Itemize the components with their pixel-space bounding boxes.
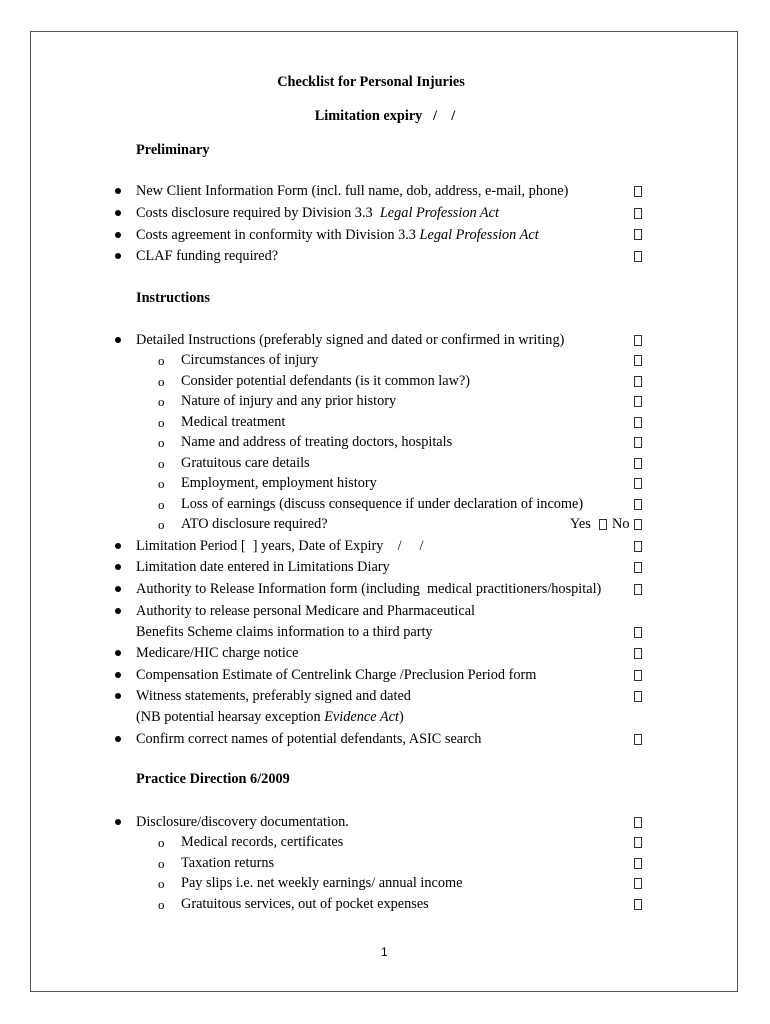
sub-bullet-icon: o <box>158 435 165 450</box>
checkbox[interactable] <box>634 878 642 889</box>
document-title: Checklist for Personal Injuries <box>277 74 465 90</box>
bullet-icon <box>115 253 121 259</box>
list-item: Confirm correct names of potential defendants, ASIC search <box>136 731 482 747</box>
list-item: Detailed Instructions (preferably signed and dated or confirmed in writing) <box>136 332 565 348</box>
bullet-icon <box>115 819 121 825</box>
sub-bullet-icon: o <box>158 856 165 871</box>
sub-bullet-icon: o <box>158 353 165 368</box>
checkbox[interactable] <box>634 437 642 448</box>
checkbox[interactable] <box>634 208 642 219</box>
no-label: No <box>612 516 630 532</box>
sub-bullet-icon: o <box>158 876 165 891</box>
sub-bullet-icon: o <box>158 517 165 532</box>
list-item-continuation: Benefits Scheme claims information to a third party <box>136 624 433 640</box>
sub-list-item: Name and address of treating doctors, hospitals <box>181 434 453 450</box>
list-item: Witness statements, preferably signed and dated <box>136 688 411 704</box>
list-item: Authority to Release Information form (including medical practitioners/hospital) <box>136 581 602 597</box>
checkbox[interactable] <box>634 627 642 638</box>
sub-bullet-icon: o <box>158 374 165 389</box>
checkbox[interactable] <box>634 355 642 366</box>
list-item: Authority to release personal Medicare and Pharmaceutical <box>136 603 476 619</box>
checkbox[interactable] <box>634 584 642 595</box>
bullet-icon <box>115 672 121 678</box>
list-item: Limitation date entered in Limitations Diary <box>136 559 390 575</box>
bullet-icon <box>115 693 121 699</box>
sub-list-item: Taxation returns <box>181 855 275 871</box>
checkbox[interactable] <box>634 458 642 469</box>
sub-list-item: Pay slips i.e. net weekly earnings/ annual income <box>181 875 463 891</box>
list-item: Medicare/HIC charge notice <box>136 645 299 661</box>
checkbox[interactable] <box>634 251 642 262</box>
sub-list-item: Loss of earnings (discuss consequence if under declaration of income) <box>181 496 584 512</box>
limitation-expiry-heading: Limitation expiry / / <box>314 108 456 124</box>
sub-list-item: Consider potential defendants (is it common law?) <box>181 373 471 389</box>
bullet-icon <box>115 543 121 549</box>
sub-list-item: Medical treatment <box>181 414 286 430</box>
checkbox[interactable] <box>634 478 642 489</box>
sub-list-item: ATO disclosure required? <box>181 516 328 532</box>
sub-list-item: Nature of injury and any prior history <box>181 393 397 409</box>
sub-bullet-icon: o <box>158 456 165 471</box>
checkbox[interactable] <box>634 648 642 659</box>
sub-bullet-icon: o <box>158 415 165 430</box>
sub-bullet-icon: o <box>158 394 165 409</box>
sub-bullet-icon: o <box>158 497 165 512</box>
list-item: Costs disclosure required by Division 3.3 Legal Profession Act <box>136 205 499 221</box>
bullet-icon <box>115 188 121 194</box>
sub-list-item: Gratuitous care details <box>181 455 310 471</box>
bullet-icon <box>115 232 121 238</box>
sub-bullet-icon: o <box>158 476 165 491</box>
list-item: Costs agreement in conformity with Division 3.3 Legal Profession Act <box>136 227 539 243</box>
bullet-icon <box>115 650 121 656</box>
sub-list-item: Gratuitous services, out of pocket expenses <box>181 896 429 912</box>
no-checkbox[interactable] <box>634 519 642 530</box>
yes-label: Yes <box>570 516 591 532</box>
sub-bullet-icon: o <box>158 835 165 850</box>
sub-bullet-icon: o <box>158 897 165 912</box>
list-item: Limitation Period [ ] years, Date of Expiry / / <box>136 538 424 554</box>
checkbox[interactable] <box>634 541 642 552</box>
list-item: New Client Information Form (incl. full name, dob, address, e-mail, phone) <box>136 183 569 199</box>
bullet-icon <box>115 586 121 592</box>
page-number: 1 <box>381 945 388 959</box>
checkbox[interactable] <box>634 417 642 428</box>
list-item: Compensation Estimate of Centrelink Charge /Preclusion Period form <box>136 667 537 683</box>
sub-list-item: Employment, employment history <box>181 475 377 491</box>
checkbox[interactable] <box>634 899 642 910</box>
checkbox[interactable] <box>634 734 642 745</box>
list-item-continuation: (NB potential hearsay exception Evidence Act) <box>136 709 404 725</box>
bullet-icon <box>115 608 121 614</box>
checkbox[interactable] <box>634 499 642 510</box>
checkbox[interactable] <box>634 670 642 681</box>
section-heading-practice-direction: Practice Direction 6/2009 <box>136 771 290 787</box>
bullet-icon <box>115 210 121 216</box>
checkbox[interactable] <box>634 817 642 828</box>
checkbox[interactable] <box>634 691 642 702</box>
sub-list-item: Medical records, certificates <box>181 834 344 850</box>
list-item: CLAF funding required? <box>136 248 279 264</box>
checkbox[interactable] <box>634 335 642 346</box>
checkbox[interactable] <box>634 562 642 573</box>
checkbox[interactable] <box>634 858 642 869</box>
checkbox[interactable] <box>634 186 642 197</box>
section-heading-instructions: Instructions <box>136 290 210 306</box>
bullet-icon <box>115 564 121 570</box>
bullet-icon <box>115 736 121 742</box>
bullet-icon <box>115 337 121 343</box>
section-heading-preliminary: Preliminary <box>136 142 210 158</box>
yes-checkbox[interactable] <box>599 519 607 530</box>
checkbox[interactable] <box>634 376 642 387</box>
checkbox[interactable] <box>634 837 642 848</box>
checkbox[interactable] <box>634 396 642 407</box>
list-item: Disclosure/discovery documentation. <box>136 814 349 830</box>
sub-list-item: Circumstances of injury <box>181 352 319 368</box>
checkbox[interactable] <box>634 229 642 240</box>
